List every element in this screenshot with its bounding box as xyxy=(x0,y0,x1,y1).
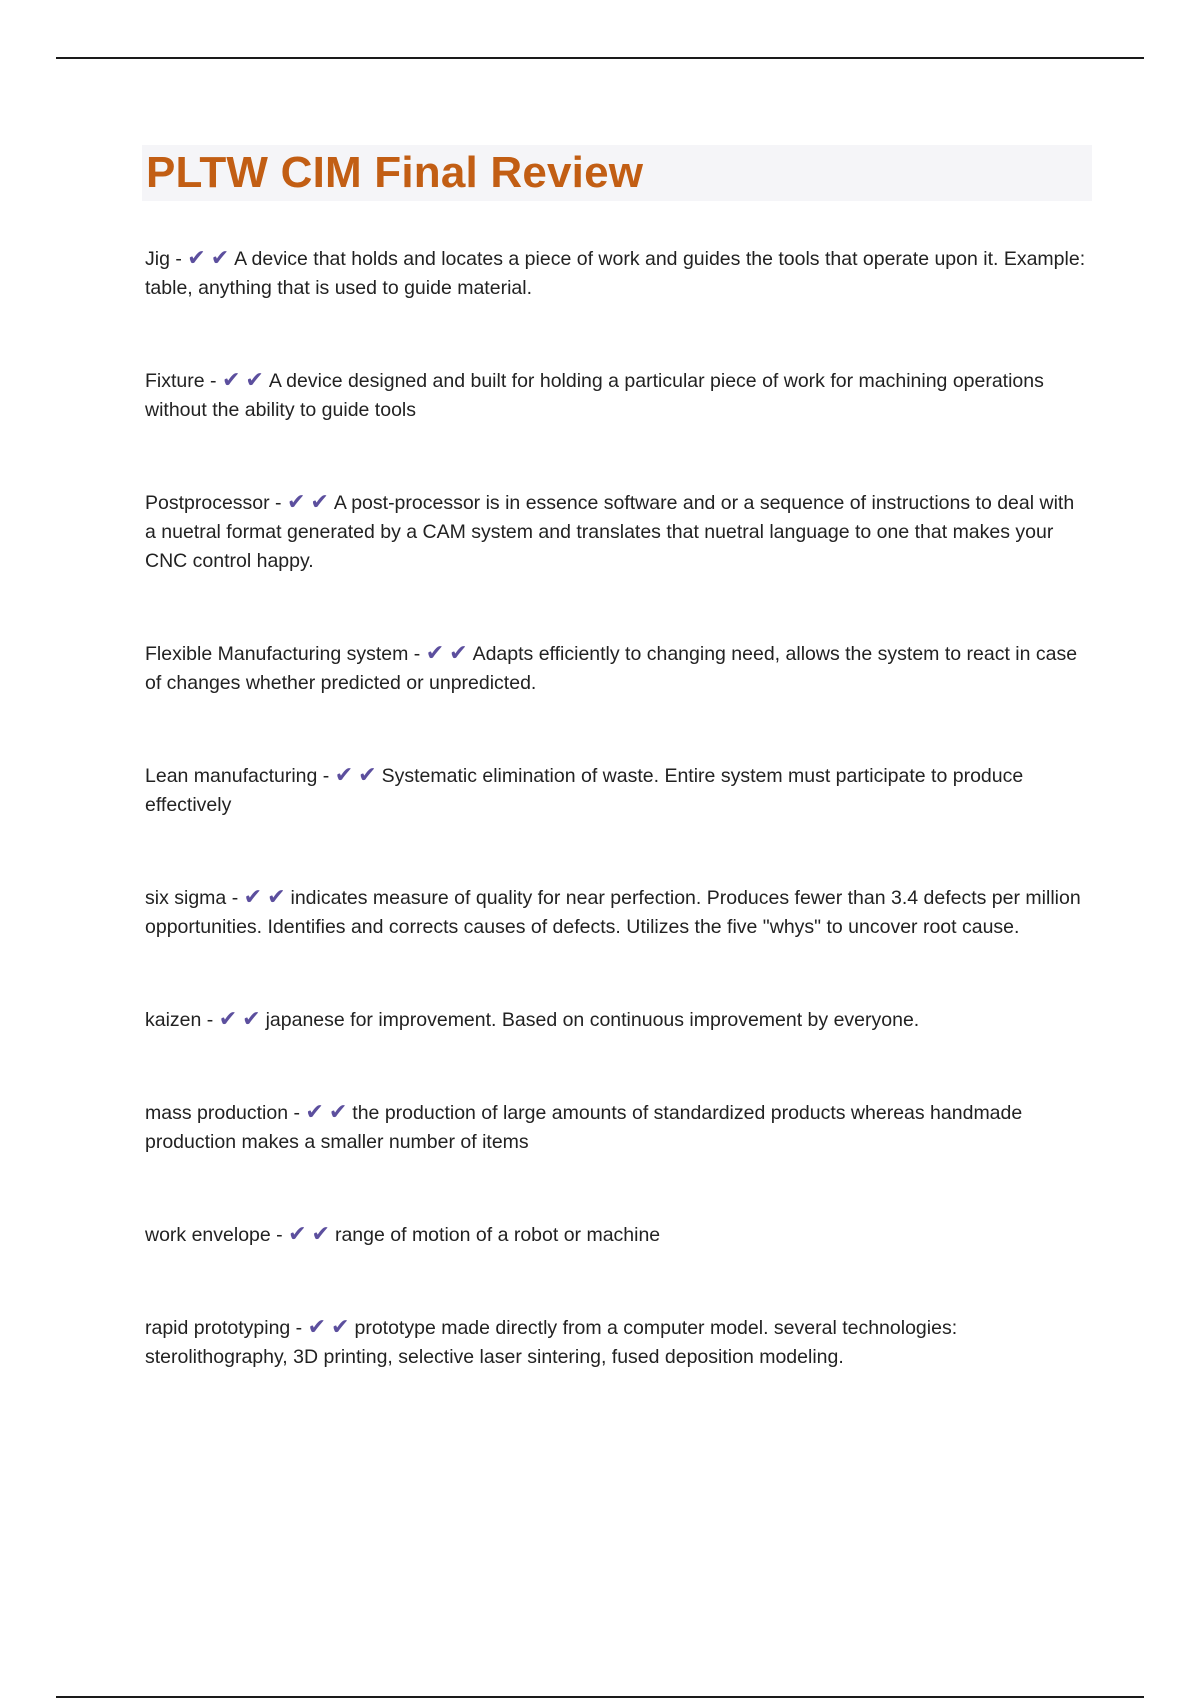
term-label: Fixture xyxy=(145,370,205,392)
checkmark-icon: ✔ xyxy=(425,641,445,666)
top-rule xyxy=(56,57,1144,59)
checkmark-icon: ✔ xyxy=(311,1222,330,1247)
term-entry-lean-manufacturing: Lean manufacturing - ✔ ✔ Systematic elimination of waste. Entire system must participate to produce effectively xyxy=(145,763,1024,816)
checkmark-icon: ✔ xyxy=(358,763,377,788)
page-title: PLTW CIM Final Review xyxy=(146,148,644,197)
term-label: mass production xyxy=(145,1102,289,1124)
term-label: rapid prototyping xyxy=(145,1317,291,1339)
term-definition: japanese for improvement. Based on continuous improvement by everyone. xyxy=(265,1009,920,1031)
term-entry-kaizen: kaizen - ✔ ✔ japanese for improvement. Based on continuous improvement by everyone. xyxy=(145,1007,920,1032)
checkmark-icon: ✔ xyxy=(286,490,306,515)
checkmark-icon: ✔ xyxy=(305,1100,324,1125)
bottom-rule xyxy=(56,1696,1144,1698)
checkmark-icon: ✔ xyxy=(331,1315,350,1340)
term-definition: Adapts efficiently to changing need, allows the system to react in case of changes whether predicted or unpredicted. xyxy=(145,643,1078,694)
term-entry-flexible-manufacturing: Flexible Manufacturing system - ✔ ✔ Adapts efficiently to changing need, allows the system to react in case of changes whether predicted or unpredicted. xyxy=(145,641,1078,694)
term-definition: range of motion of a robot or machine xyxy=(334,1224,661,1246)
term-label: six sigma xyxy=(145,887,227,909)
checkmark-icon: ✔ xyxy=(218,1007,238,1032)
checkmark-icon: ✔ xyxy=(449,641,468,666)
term-definition: Systematic elimination of waste. Entire system must participate to produce effectively xyxy=(145,765,1024,816)
title-banner xyxy=(142,145,1092,201)
term-list xyxy=(145,245,1090,1372)
term-label: Lean manufacturing xyxy=(145,765,318,787)
checkmark-icon: ✔ xyxy=(267,885,286,910)
term-label: Jig xyxy=(145,248,170,270)
term-entry-six-sigma: six sigma - ✔ ✔ indicates measure of quality for near perfection. Produces fewer than 3.4 defects per million opportunities. Identifies and corrects causes of defects. Utilizes the five "whys" to uncover root cause. xyxy=(145,885,1081,938)
term-definition: the production of large amounts of standardized products whereas handmade production makes a smaller number of items xyxy=(145,1102,1023,1153)
checkmark-icon: ✔ xyxy=(245,368,264,393)
checkmark-icon: ✔ xyxy=(310,490,329,515)
term-entry-work-envelope: work envelope - ✔ ✔ range of motion of a robot or machine xyxy=(145,1222,661,1247)
checkmark-icon: ✔ xyxy=(221,368,241,393)
checkmark-icon: ✔ xyxy=(243,885,263,910)
checkmark-icon: ✔ xyxy=(288,1222,307,1247)
checkmark-icon: ✔ xyxy=(210,246,230,271)
checkmark-icon: ✔ xyxy=(328,1100,348,1125)
term-label: work envelope xyxy=(145,1224,271,1246)
term-label: kaizen xyxy=(145,1009,202,1031)
term-entry-mass-production: mass production - ✔ ✔ the production of large amounts of standardized products whereas handmade production makes a smaller number of items xyxy=(145,1100,1023,1153)
checkmark-icon: ✔ xyxy=(307,1315,327,1340)
term-entry-rapid-prototyping: rapid prototyping - ✔ ✔ prototype made directly from a computer model. several technologies: sterolithography, 3D printing, selective laser sintering, fused deposition modeling. xyxy=(145,1315,958,1368)
checkmark-icon: ✔ xyxy=(242,1007,261,1032)
term-entry-jig: Jig - ✔ ✔ A device that holds and locates a piece of work and guides the tools that operate upon it. Example: table, anything that is used to guide material. xyxy=(145,246,1086,299)
term-definition: A device that holds and locates a piece of work and guides the tools that operate upon it. Example: table, anything that is used to guide material. xyxy=(145,248,1086,299)
term-entry-postprocessor: Postprocessor - ✔ ✔ A post-processor is in essence software and or a sequence of instructions to deal with a nuetral format generated by a CAM system and translates that nuetral language to one that makes your CNC control happy. xyxy=(145,490,1075,572)
term-definition: A post-processor is in essence software and or a sequence of instructions to deal with a nuetral format generated by a CAM system and translates that nuetral language to one that makes your CNC control happy. xyxy=(145,492,1075,572)
term-entry-fixture: Fixture - ✔ ✔ A device designed and built for holding a particular piece of work for machining operations without the ability to guide tools xyxy=(145,368,1044,421)
term-definition: A device designed and built for holding a particular piece of work for machining operations without the ability to guide tools xyxy=(145,370,1044,421)
checkmark-icon: ✔ xyxy=(187,246,206,271)
term-definition: prototype made directly from a computer model. several technologies: sterolithography, 3D printing, selective laser sintering, fused deposition modeling. xyxy=(145,1317,958,1368)
term-definition: indicates measure of quality for near perfection. Produces fewer than 3.4 defects per million opportunities. Identifies and corrects causes of defects. Utilizes the five "whys" to uncover root cause. xyxy=(145,887,1081,938)
term-label: Flexible Manufacturing system xyxy=(145,643,409,665)
checkmark-icon: ✔ xyxy=(334,763,354,788)
term-label: Postprocessor xyxy=(145,492,270,514)
